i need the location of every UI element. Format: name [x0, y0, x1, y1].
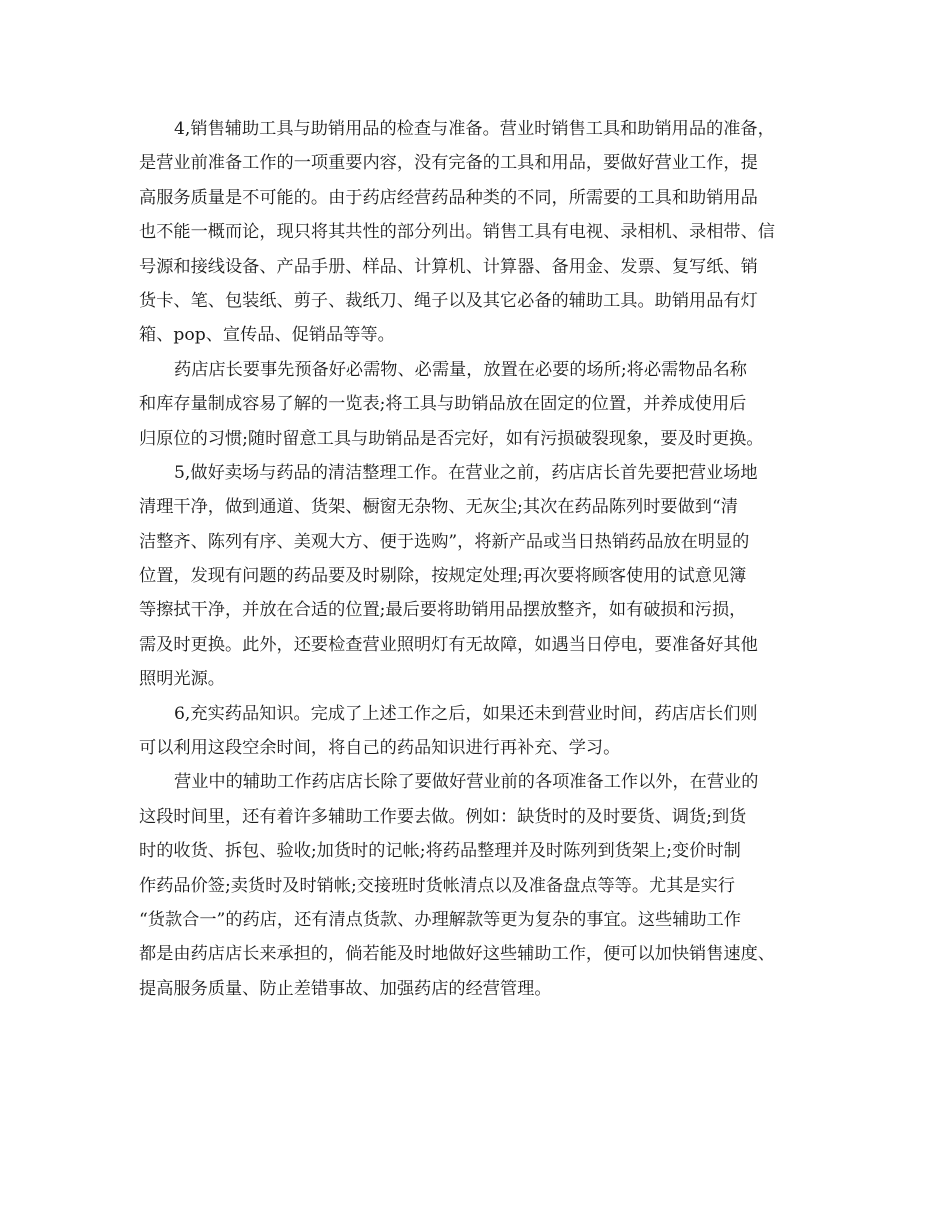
paragraph-knowledge	[139, 697, 819, 766]
text-line: 号源和接线设备、产品手册、样品、计算机、计算器、备用金、发票、复写纸、销	[139, 256, 758, 277]
paragraph-manager-preparation	[139, 353, 819, 456]
text-line: 位置，发现有问题的药品要及时剔除，按规定处理;再次要将顾客使用的试意见簿	[139, 566, 747, 587]
paragraph-sales-tools	[139, 112, 819, 353]
text-line: 等擦拭干净，并放在合适的位置;最后要将助销用品摆放整齐，如有破损和污损，	[139, 600, 747, 621]
text-line: 和库存量制成容易了解的一览表;将工具与助销品放在固定的位置，并养成使用后	[139, 394, 747, 415]
text-line: 可以利用这段空余时间，将自己的药品知识进行再补充、学习。	[139, 738, 621, 759]
paragraph-auxiliary-work	[139, 765, 819, 1006]
text-line: 都是由药店店长来承担的，倘若能及时地做好这些辅助工作，便可以加快销售速度、	[139, 944, 775, 965]
text-line: 提高服务质量、防止差错事故、加强药店的经营管理。	[139, 978, 552, 999]
text-line: 是营业前准备工作的一项重要内容，没有完备的工具和用品，要做好营业工作，提	[139, 153, 758, 174]
document-body	[139, 112, 819, 1006]
text-line: 箱、pop、宣传品、促销品等等。	[139, 325, 395, 346]
paragraph-cleaning	[139, 456, 819, 697]
text-line: 时的收货、拆包、验收;加货时的记帐;将药品整理并及时陈列到货架上;变价时制	[139, 841, 741, 862]
text-line: 照明光源。	[139, 669, 225, 690]
text-line: 这段时间里，还有着许多辅助工作要去做。例如：缺货时的及时要货、调货;到货	[139, 806, 747, 827]
text-line: 洁整齐、陈列有序、美观大方、便于选购”，将新产品或当日热销药品放在明显的	[139, 531, 750, 552]
text-line: 高服务质量是不可能的。由于药店经营药品种类的不同，所需要的工具和助销用品	[139, 187, 758, 208]
text-line: 营业中的辅助工作药店店长除了要做好营业前的各项准备工作以外，在营业的	[174, 772, 759, 793]
text-line: “货款合一”的药店，还有清点货款、办理解款等更为复杂的事宜。这些辅助工作	[139, 909, 741, 930]
text-line: 清理干净，做到通道、货架、橱窗无杂物、无灰尘;其次在药品陈列时要做到“清	[139, 497, 738, 518]
text-line: 货卡、笔、包装纸、剪子、裁纸刀、绳子以及其它必备的辅助工具。助销用品有灯	[139, 290, 758, 311]
text-line: 需及时更换。此外，还要检查营业照明灯有无故障，如遇当日停电，要准备好其他	[139, 634, 758, 655]
text-line: 药店店长要事先预备好必需物、必需量，放置在必要的场所;将必需物品名称	[174, 359, 747, 380]
text-line: 6,充实药品知识。完成了上述工作之后，如果还未到营业时间，药店店长们则	[174, 703, 758, 724]
text-line: 5,做好卖场与药品的清洁整理工作。在营业之前，药店店长首先要把营业场地	[174, 462, 758, 483]
text-line: 也不能一概而论，现只将其共性的部分列出。销售工具有电视、录相机、录相带、信	[139, 222, 775, 243]
text-line: 作药品价签;卖货时及时销帐;交接班时货帐清点以及准备盘点等等。尤其是实行	[139, 875, 735, 896]
text-line: 归原位的习惯;随时留意工具与助销品是否完好，如有污损破裂现象，要及时更换。	[139, 428, 764, 449]
text-line: 4,销售辅助工具与助销用品的检查与准备。营业时销售工具和助销用品的准备，	[174, 119, 775, 139]
